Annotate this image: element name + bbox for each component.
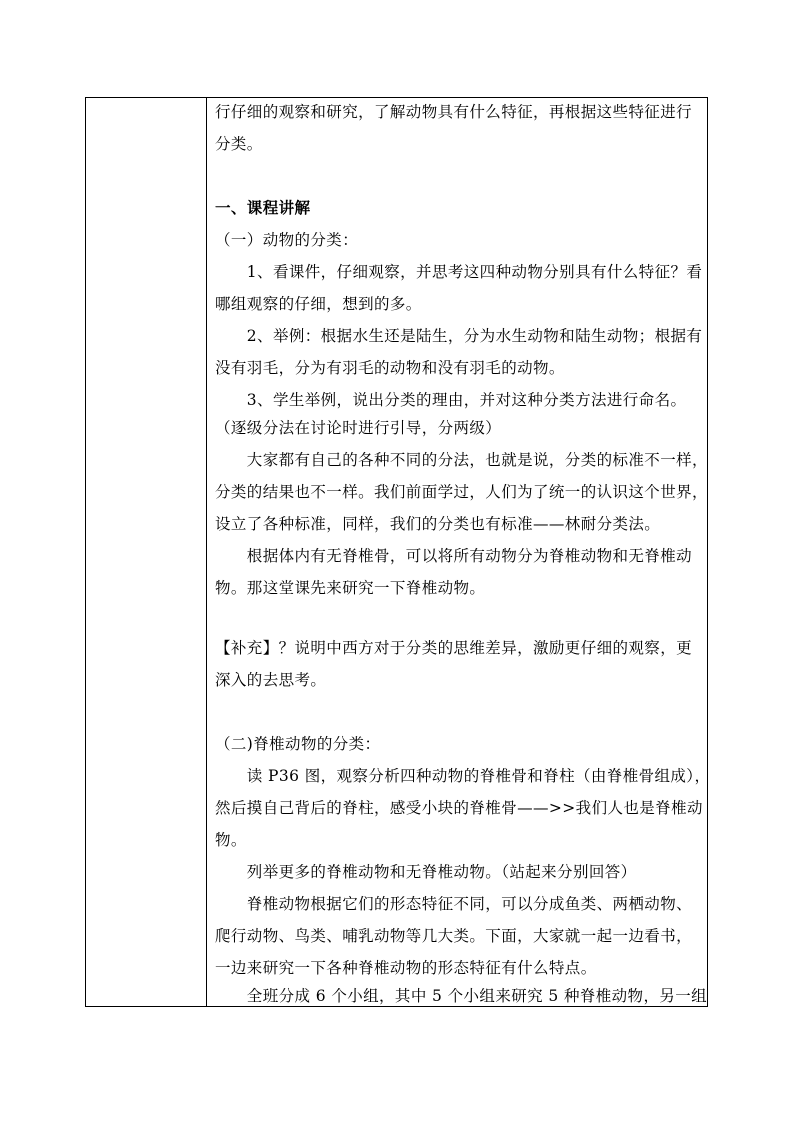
column-divider xyxy=(206,98,207,1006)
text-line: 哪组观察的仔细，想到的多。 xyxy=(215,295,422,313)
lesson-table xyxy=(85,97,711,1007)
text-line: 深入的去思考。 xyxy=(215,671,327,689)
text-line: 设立了各种标准，同样，我们的分类也有标准——林耐分类法。 xyxy=(215,515,661,533)
text-line: 3、学生举例，说出分类的理由，并对这种分类方法进行命名。 xyxy=(215,391,687,409)
subsection-heading: （一）动物的分类： xyxy=(215,231,359,249)
text-line: 一边来研究一下各种脊椎动物的形态特征有什么特点。 xyxy=(215,959,597,977)
text-line: 分类的结果也不一样。我们前面学过，人们为了统一的认识这个世界， xyxy=(215,483,708,501)
text-line: 读 P36 图，观察分析四种动物的脊椎骨和脊柱（由脊椎骨组成）， xyxy=(215,767,711,785)
text-line: 爬行动物、鸟类、哺乳动物等几大类。下面，大家就一起一边看书， xyxy=(215,927,693,945)
text-line: 全班分成 6 个小组，其中 5 个小组来研究 5 种脊椎动物，另一组 xyxy=(215,987,708,1005)
text-line: （逐级分法在讨论时进行引导，分两级） xyxy=(215,419,502,437)
text-line: 列举更多的脊椎动物和无脊椎动物。（站起来分别回答） xyxy=(215,863,637,881)
supplement-line: 【补充】？说明中西方对于分类的思维差异，激励更仔细的观察，更 xyxy=(215,639,693,657)
text-line: 1、看课件，仔细观察，并思考这四种动物分别具有什么特征？看 xyxy=(215,263,703,281)
text-line: 2、举例：根据水生还是陆生，分为水生动物和陆生动物；根据有 xyxy=(215,327,703,345)
section-heading: 一、课程讲解 xyxy=(215,198,311,217)
text-line: 然后摸自己背后的脊柱，感受小块的脊椎骨——>>我们人也是脊椎动 xyxy=(215,799,703,817)
text-line: 物。那这堂课先来研究一下脊椎动物。 xyxy=(215,579,486,597)
text-line: 根据体内有无脊椎骨，可以将所有动物分为脊椎动物和无脊椎动 xyxy=(215,547,693,565)
text-line: 物。 xyxy=(215,831,247,849)
text-line: 分类。 xyxy=(215,135,263,153)
text-line: 没有羽毛，分为有羽毛的动物和没有羽毛的动物。 xyxy=(215,359,565,377)
text-line: 脊椎动物根据它们的形态特征不同，可以分成鱼类、两栖动物、 xyxy=(215,895,693,913)
text-line: 行仔细的观察和研究，了解动物具有什么特征，再根据这些特征进行 xyxy=(215,103,693,121)
subsection-heading: （二)脊椎动物的分类： xyxy=(215,735,381,753)
text-line: 大家都有自己的各种不同的分法，也就是说，分类的标准不一样， xyxy=(215,451,708,469)
